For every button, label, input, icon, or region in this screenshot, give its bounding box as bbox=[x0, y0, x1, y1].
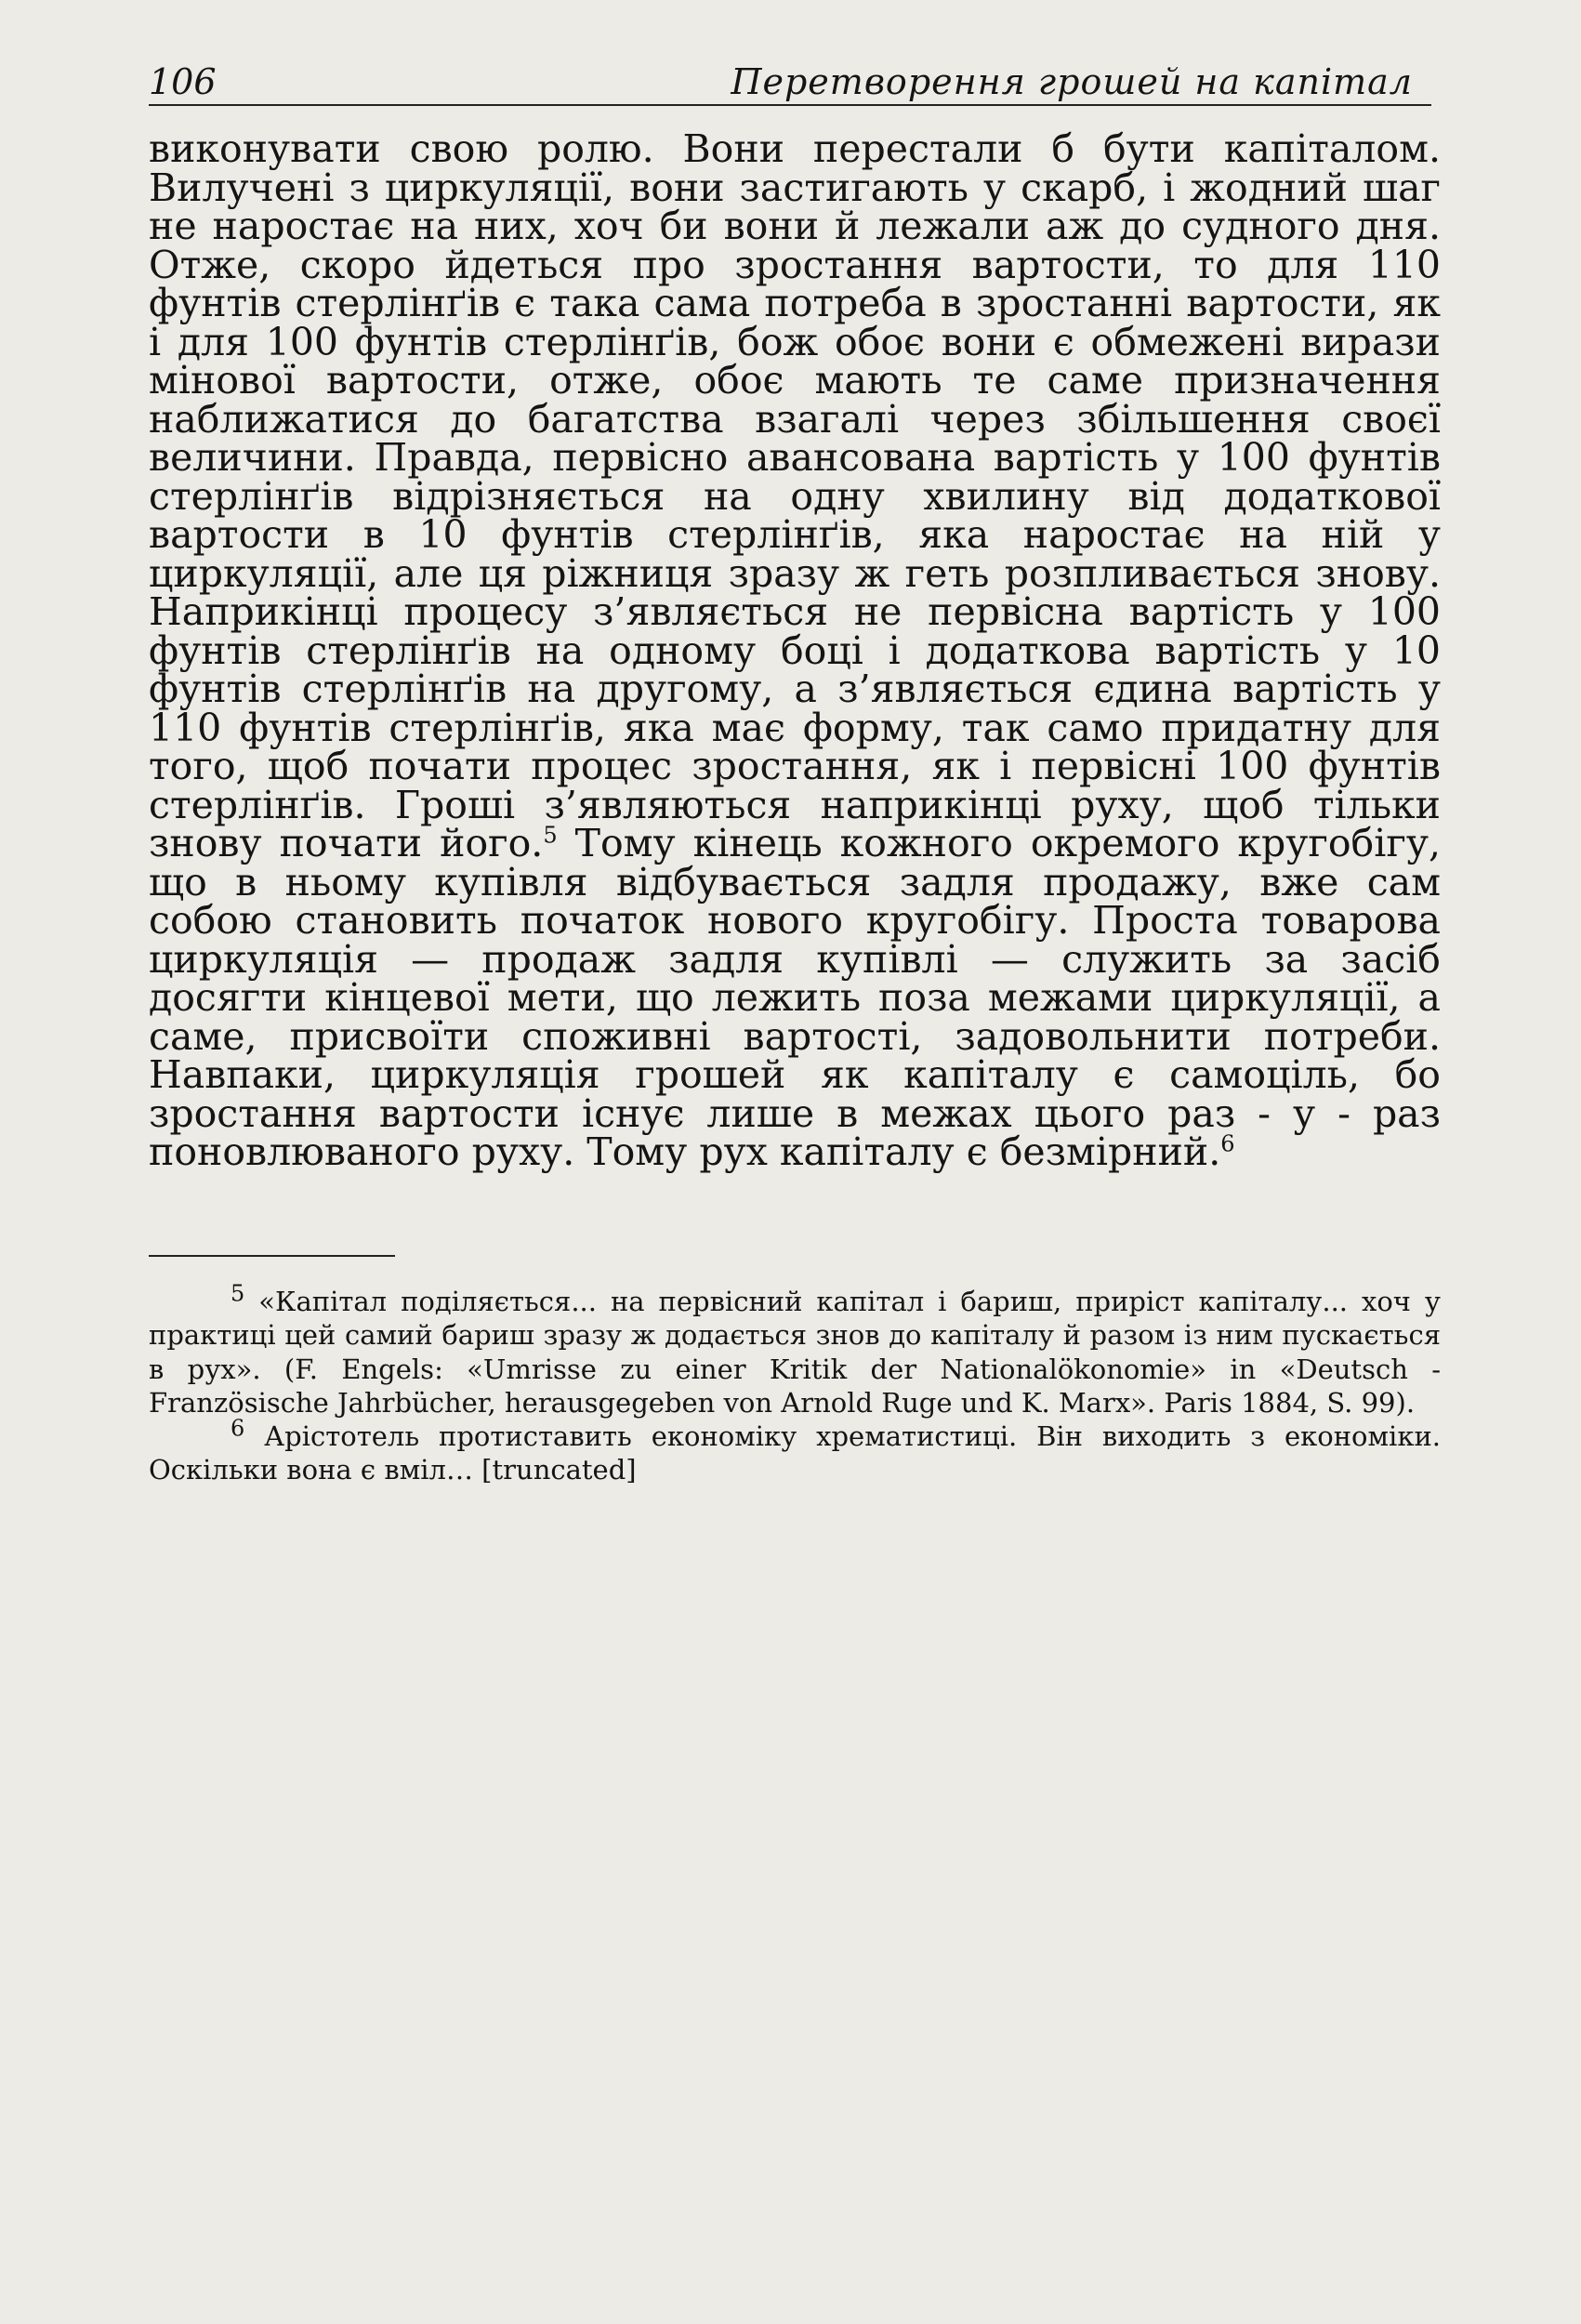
footnote-6-marker: 6 bbox=[231, 1415, 245, 1442]
main-text bbox=[149, 126, 1441, 1174]
page-header bbox=[149, 61, 1431, 106]
footnote-separator bbox=[149, 1255, 395, 1257]
running-head: Перетворення грошей на капітал bbox=[731, 61, 1413, 102]
footnote-5 bbox=[149, 1280, 1441, 1419]
page-number: 106 bbox=[149, 61, 217, 102]
footnote-6 bbox=[149, 1415, 1441, 1487]
footnote-ref-5: 5 bbox=[543, 822, 558, 849]
main-text-part-2: Тому кінець кожного окремого кругобігу, що в ньому купівля відбувається задля продажу, вже сам собою становить початок нового кругобігу. Проста товарова циркуляція — продаж задля купівлі — служить за засіб досягти кінцевої мети, що лежить поза межами циркуляції, а саме, присвоїти споживні вартості, задовольнити потреби. Навпаки, циркуляція грошей як капіталу є самоціль, бо зростання вартости існує лише в межах цього раз - у - раз поновлюваного руху. Тому рух капіталу є безмірний. bbox=[149, 821, 1441, 1174]
footnote-ref-6: 6 bbox=[1220, 1130, 1235, 1157]
footnote-5-text: «Капітал поділяється... на первісний капітал і бариш, приріст капіталу... хоч у практиці цей самий бариш зразу ж додається знов до капіталу й разом із ним пускається в рух». (F. Engels: «Umrisse zu einer Kritik der Nationalökonomie» in «Deutsch - Französische Jahrbücher, herausgegeben von Arnold Ruge und K. Marx». Paris 1884, S. 99). bbox=[149, 1286, 1441, 1419]
main-text-part-1: виконувати свою ролю. Вони перестали б бути капіталом. Вилучені з циркуляції, вони застигають у скарб, і жодний шаг не наростає на них, хоч би вони й лежали аж до судного дня. Отже, скоро йдеться про зростання вартости, то для 110 фунтів стерлінґів є така сама потреба в зростанні вартости, як і для 100 фунтів стерлінґів, бож обоє вони є обмежені вирази мінової вартости, отже, обоє мають те саме призначення наближатися до багатства взагалі через збільшення своєї величини. Правда, первісно авансована вартість у 100 фунтів стерлінґів відрізняється на одну хвилину від додаткової вартости в 10 фунтів стерлінґів, яка наростає на ній у циркуляції, але ця ріжниця зразу ж геть розпливається знову. Наприкінці процесу з’являється не первісна вартість у 100 фунтів стерлінґів на одному боці і додаткова вартість у 10 фунтів стерлінґів на другому, а з’являється єдина вартість у 110 фунтів стерлінґів, яка має форму, так само придатну для того, щоб почати процес зростання, як і первісні 100 фунтів стерлінґів. Гроші з’являються наприкінці руху, щоб тільки знову почати його. bbox=[149, 126, 1441, 865]
footnote-6-text: Арістотель протиставить економіку хрематистиці. Він виходить з економіки. Оскільки вона є вміл… [truncated] bbox=[149, 1420, 1441, 1486]
footnote-5-marker: 5 bbox=[231, 1280, 245, 1307]
footnotes bbox=[149, 1280, 1441, 1487]
